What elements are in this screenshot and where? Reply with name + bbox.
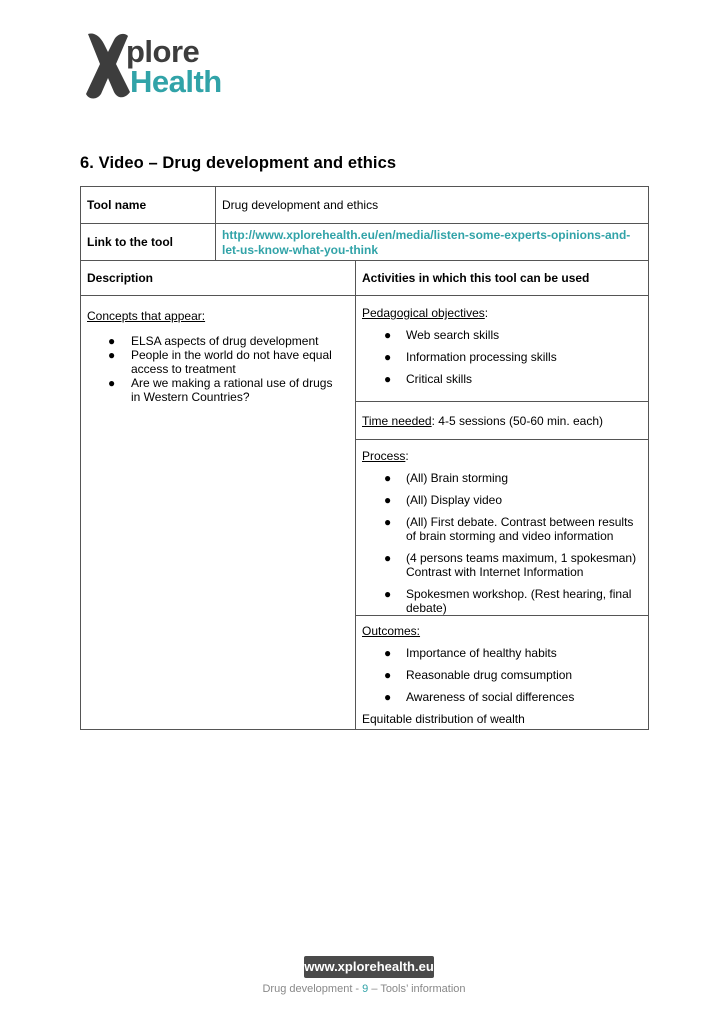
activities-header: Activities in which this tool can be used bbox=[362, 271, 590, 285]
row-link bbox=[81, 224, 649, 261]
description-header-cell bbox=[81, 261, 356, 296]
logo-word-health: Health bbox=[130, 64, 222, 99]
tool-name-label: Tool name bbox=[87, 198, 147, 212]
logo-word-plore: plore bbox=[126, 34, 200, 69]
tool-link-line2[interactable]: let-us-know-what-you-think bbox=[222, 243, 378, 257]
bullet-icon: ● bbox=[384, 372, 392, 386]
process-item-cont: debate) bbox=[406, 601, 447, 615]
bullet-icon: ● bbox=[384, 515, 392, 529]
process-list bbox=[362, 471, 643, 615]
tool-name-value: Drug development and ethics bbox=[222, 198, 379, 212]
outcomes-cell bbox=[356, 616, 649, 730]
concept-item: ● Are we making a rational use of drugs bbox=[108, 376, 333, 390]
process-item: ● (4 persons teams maximum, 1 spokesman) bbox=[384, 551, 637, 565]
bullet-icon: ● bbox=[108, 334, 116, 348]
pedagogical-heading: Pedagogical objectives: bbox=[362, 306, 489, 320]
concept-item-cont: access to treatment bbox=[131, 362, 236, 376]
footer-text bbox=[0, 983, 728, 995]
bullet-icon: ● bbox=[384, 690, 392, 704]
concept-item-cont: in Western Countries? bbox=[131, 390, 250, 404]
bullet-icon: ● bbox=[384, 328, 392, 342]
outcome-item: ● Importance of healthy habits bbox=[384, 646, 557, 660]
bullet-icon: ● bbox=[384, 668, 392, 682]
concept-item: ● People in the world do not have equal bbox=[108, 348, 332, 362]
description-header: Description bbox=[87, 271, 154, 285]
section-title: 6. Video – Drug development and ethics bbox=[80, 154, 397, 172]
link-label-cell bbox=[81, 224, 216, 261]
process-cell bbox=[356, 440, 649, 616]
outcomes-list bbox=[362, 646, 643, 704]
process-heading: Process: bbox=[362, 449, 409, 463]
pedagogical-item: ● Web search skills bbox=[384, 328, 500, 342]
page-number: 9 bbox=[362, 983, 369, 995]
footer-website-badge: www.xplorehealth.eu bbox=[304, 956, 434, 978]
process-item: ● (All) Display video bbox=[384, 493, 503, 507]
bullet-icon: ● bbox=[384, 471, 392, 485]
tool-table bbox=[80, 186, 649, 730]
pedagogical-item: ● Information processing skills bbox=[384, 350, 557, 364]
process-item-cont: Contrast with Internet Information bbox=[406, 565, 584, 579]
outcome-item: ● Reasonable drug comsumption bbox=[384, 668, 573, 682]
outcomes-closing: Equitable distribution of wealth bbox=[362, 712, 525, 726]
outcomes-heading: Outcomes: bbox=[362, 624, 421, 638]
tool-name-label-cell bbox=[81, 187, 216, 224]
bullet-icon: ● bbox=[384, 587, 392, 601]
tool-link[interactable] bbox=[222, 228, 643, 258]
link-label: Link to the tool bbox=[87, 235, 173, 249]
concepts-heading: Concepts that appear: bbox=[87, 309, 206, 323]
footer-suffix: – Tools’ information bbox=[368, 983, 466, 995]
bullet-icon: ● bbox=[384, 493, 392, 507]
footer-prefix: Drug development - bbox=[262, 983, 363, 995]
activities-header-cell bbox=[356, 261, 649, 296]
row-pedagogical bbox=[81, 296, 649, 402]
tool-name-value-cell bbox=[216, 187, 649, 224]
process-item-cont: of brain storming and video information bbox=[406, 529, 614, 543]
bullet-icon: ● bbox=[384, 646, 392, 660]
xplore-health-logo bbox=[84, 30, 224, 104]
outcome-item: ● Awareness of social differences bbox=[384, 690, 575, 704]
process-item: ● (All) Brain storming bbox=[384, 471, 509, 485]
time-cell bbox=[356, 402, 649, 440]
tool-link-line1[interactable]: http://www.xplorehealth.eu/en/media/listen-some-experts-opinions-and- bbox=[222, 228, 631, 242]
process-item: ● (All) First debate. Contrast between results bbox=[384, 515, 634, 529]
row-tool-name bbox=[81, 187, 649, 224]
bullet-icon: ● bbox=[384, 551, 392, 565]
concept-item: ● ELSA aspects of drug development bbox=[108, 334, 319, 348]
concepts-cell bbox=[81, 296, 356, 730]
time-value: : 4-5 sessions (50-60 min. each) bbox=[431, 413, 604, 428]
link-value-cell bbox=[216, 224, 649, 261]
time-heading: Time needed bbox=[362, 413, 432, 428]
process-item: ● Spokesmen workshop. (Rest hearing, final bbox=[384, 587, 632, 601]
bullet-icon: ● bbox=[384, 350, 392, 364]
bullet-icon: ● bbox=[108, 376, 116, 390]
row-headers bbox=[81, 261, 649, 296]
bullet-icon: ● bbox=[108, 348, 116, 362]
pedagogical-cell bbox=[356, 296, 649, 402]
pedagogical-list bbox=[362, 328, 643, 386]
concepts-list bbox=[87, 334, 350, 404]
pedagogical-item: ● Critical skills bbox=[384, 372, 472, 386]
